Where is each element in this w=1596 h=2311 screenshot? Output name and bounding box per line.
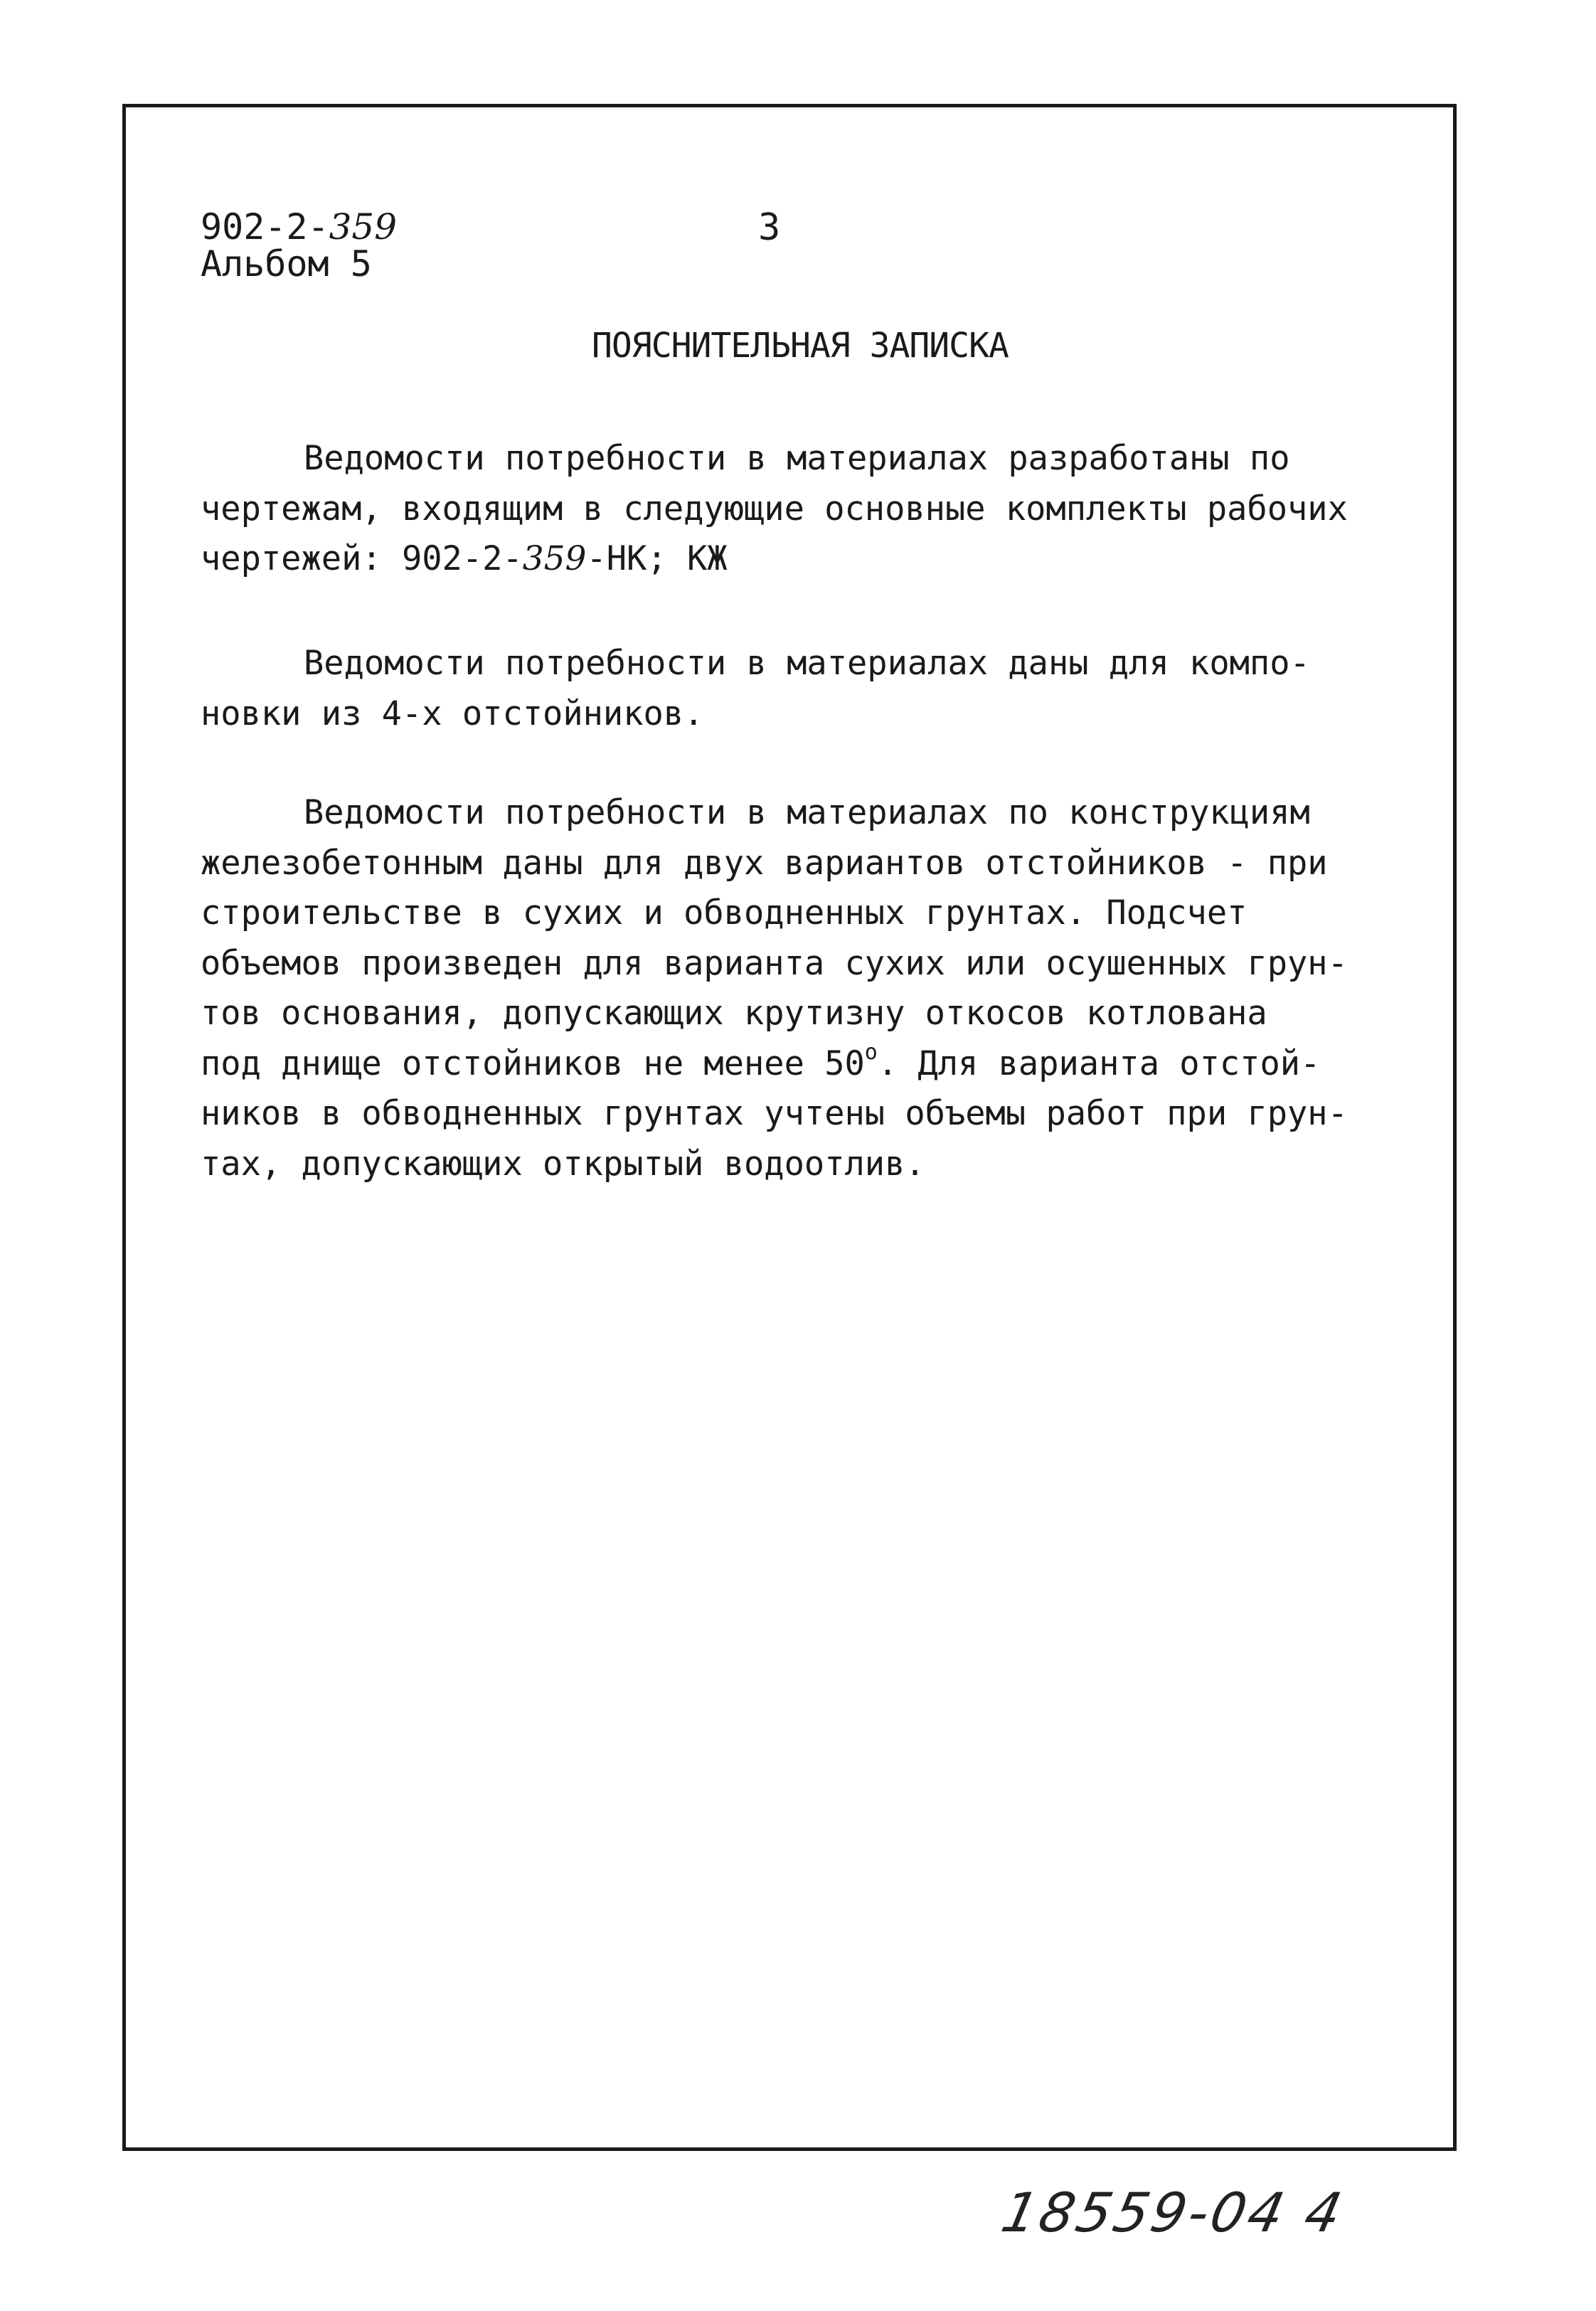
paragraph-line	[201, 1039, 1424, 1090]
paragraph-line: ников в обводненных грунтах учтены объемы работ при грун-	[201, 1094, 1348, 1133]
paragraph-1	[201, 434, 1424, 585]
paragraph-line: строительстве в сухих и обводненных грунтах. Подсчет	[201, 893, 1247, 933]
paragraph-line: чертежам, входящим в следующие основные комплекты рабочих	[201, 489, 1348, 528]
paragraph-line: Ведомости потребности в материалах разработаны по	[304, 439, 1290, 478]
slope-text: под днище отстойников не менее 50	[201, 1043, 865, 1083]
degree-sign: o	[864, 1039, 878, 1065]
paragraph-line: объемов произведен для варианта сухих или осушенных грун-	[201, 943, 1348, 983]
paragraph-line: железобетонным даны для двух вариантов отстойников - при	[201, 843, 1328, 883]
document-code	[201, 208, 397, 246]
paragraph-line: новки из 4-х отстойников.	[201, 694, 704, 733]
drawing-set-prefix: чертежей: 902-2-	[201, 539, 523, 578]
drawing-set-number: 359	[522, 539, 587, 578]
document-code-number: 359	[329, 206, 398, 248]
paragraph-2	[201, 639, 1424, 739]
document-title: ПОЯСНИТЕЛЬНАЯ ЗАПИСКА	[592, 326, 1009, 366]
page-number: 3	[758, 206, 781, 249]
paragraph-line: Ведомости потребности в материалах по конструкциям	[304, 793, 1310, 832]
paragraph-line: Ведомости потребности в материалах даны для компо-	[304, 644, 1310, 683]
document-code-prefix: 902-2-	[201, 206, 329, 248]
paragraph-3	[201, 788, 1424, 1189]
handwritten-archive-number: 18559-04 4	[996, 2181, 1350, 2244]
album-label: Альбом 5	[201, 243, 372, 285]
paragraph-line: тов основания, допускающих крутизну откосов котлована	[201, 994, 1267, 1033]
drawing-set-suffix: -НК; КЖ	[586, 539, 728, 578]
slope-text-suffix: . Для варианта отстой-	[877, 1043, 1321, 1083]
paragraph-line	[201, 534, 1424, 585]
paragraph-line: тах, допускающих открытый водоотлив.	[201, 1144, 925, 1184]
